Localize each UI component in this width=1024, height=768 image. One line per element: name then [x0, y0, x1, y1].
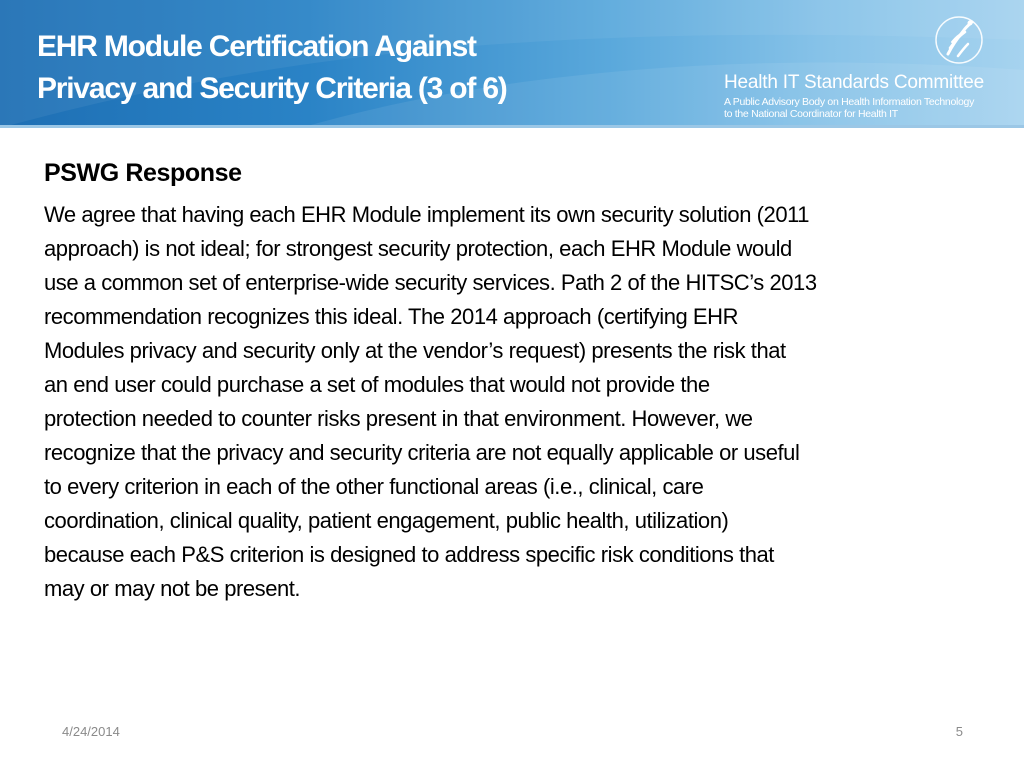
org-subtitle-line-2: to the National Coordinator for Health IT [724, 108, 898, 120]
org-subtitle [724, 96, 974, 120]
footer-date: 4/24/2014 [62, 724, 120, 739]
body-paragraph: We agree that having each EHR Module implement its own security solution (2011 approach) is not ideal; for strongest security protection, each EHR Module would use a common set of enterprise-wide security services. Path 2 of the HITSC’s 2013 recommendation recognizes this ideal. The 2014 approach (certifying EHR Modules privacy and security only at the vendor’s request) presents the risk that an end user could purchase a set of modules that would not provide the protection needed to counter risks present in that environment. However, we recognize that the privacy and security criteria are not equally applicable or useful to every criterion in each of the other functional areas (i.e., clinical, care coordination, clinical quality, patient engagement, public health, utilization) because each P&S criterion is designed to address specific risk conditions that may or may not be present. [44, 202, 817, 601]
org-name: Health IT Standards Committee [724, 72, 984, 93]
section-heading: PSWG Response [44, 159, 242, 187]
slide-title-line-2: Privacy and Security Criteria (3 of 6) [37, 72, 507, 105]
slide-title-line-1: EHR Module Certification Against [37, 30, 476, 63]
hhs-eagle-icon [934, 10, 984, 76]
slide-title [37, 26, 507, 110]
hitsc-logo [724, 10, 1020, 122]
slide-header [0, 0, 1024, 128]
page-number: 5 [955, 724, 963, 739]
slide-content [44, 154, 1004, 606]
org-subtitle-line-1: A Public Advisory Body on Health Information Technology [724, 96, 975, 108]
